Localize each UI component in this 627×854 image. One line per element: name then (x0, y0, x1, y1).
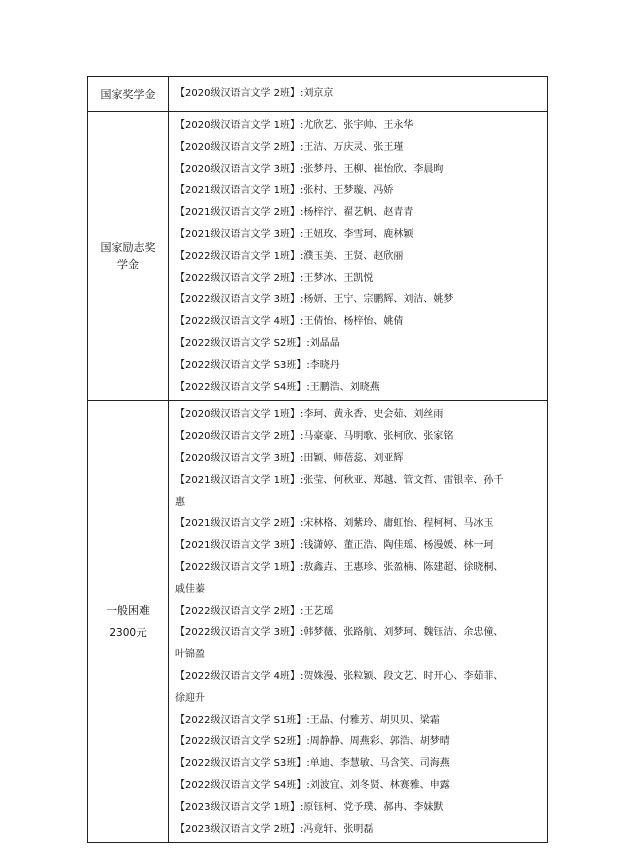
list-item (175, 224, 547, 246)
list-item (175, 666, 547, 688)
class-label: 【2020级汉语言文学 3班】: (175, 452, 304, 464)
class-label: 【2020级汉语言文学 1班】: (175, 409, 304, 421)
category-label: 一般困难 (106, 603, 150, 617)
list-item (175, 289, 547, 311)
list-item (175, 731, 547, 753)
student-names: 韩梦薇、张路航、刘梦珂、魏钰洁、余忠僮、 (303, 627, 504, 639)
class-label: 【2021级汉语言文学 3班】: (175, 228, 304, 240)
student-names: 周静静、周燕彩、郭浩、胡梦晴 (309, 736, 450, 748)
class-label: 【2022级汉语言文学 S1班】: (175, 714, 310, 726)
names-cell (169, 401, 548, 843)
class-label: 【2022级汉语言文学 3班】: (175, 294, 304, 306)
list-item (175, 246, 547, 268)
category-cell (88, 401, 169, 843)
student-names: 钱潇婷、董正浩、陶佳瑶、杨漫媛、林一珂 (303, 540, 494, 552)
list-item (175, 311, 547, 333)
class-label: 【2022级汉语言文学 2班】: (175, 605, 304, 617)
category-label-line2: 学金 (117, 258, 139, 272)
category-cell (88, 112, 169, 401)
class-label: 【2023级汉语言文学 1班】: (175, 801, 304, 813)
class-label: 【2022级汉语言文学 S2班】: (175, 337, 310, 349)
list-item (175, 448, 547, 470)
class-label: 【2020级汉语言文学 3班】: (175, 163, 304, 175)
list-item (175, 535, 547, 557)
student-names-continued: 惠 (175, 496, 185, 508)
class-label: 【2022级汉语言文学 2班】: (175, 272, 304, 284)
list-item (175, 404, 547, 426)
table-row (88, 77, 548, 112)
student-names: 王艺瑶 (303, 605, 334, 617)
class-label: 【2021级汉语言文学 1班】: (175, 474, 304, 486)
student-names: 刘晶晶 (309, 337, 340, 349)
category-label-line1: 国家励志奖 (100, 241, 156, 255)
list-item (175, 115, 547, 137)
student-names: 敖鑫垚、王惠珍、张盈楠、陈建超、徐晓桐、 (303, 561, 504, 573)
student-names: 王倩怡、杨梓怡、姚倩 (303, 316, 404, 328)
student-names: 马豪豪、马明歌、张柯欣、张家铭 (303, 431, 454, 443)
student-names: 宋林格、刘紫玲、庸虹怡、程柯柯、马冰玉 (303, 518, 494, 530)
student-names: 杨梓泞、翟艺帆、赵青青 (303, 207, 414, 219)
class-label: 【2021级汉语言文学 2班】: (175, 518, 304, 530)
list-item (175, 819, 547, 841)
student-names: 杨妍、王宁、宗鹏辉、刘洁、姚梦 (303, 294, 454, 306)
student-names: 李晓丹 (309, 359, 340, 371)
list-item (175, 797, 547, 819)
class-label: 【2022级汉语言文学 3班】: (175, 627, 304, 639)
class-label: 【2022级汉语言文学 4班】: (175, 316, 304, 328)
student-names: 王梦冰、王凯悦 (303, 272, 374, 284)
student-names-continued: 徐迎升 (175, 692, 205, 704)
table-row (88, 401, 548, 843)
list-item (175, 333, 547, 355)
student-names: 贺姝漫、张粒颖、段文艺、时开心、李茹菲、 (303, 670, 504, 682)
class-label: 【2020级汉语言文学 2班】: (175, 431, 304, 443)
list-item (175, 377, 547, 399)
scholarship-table (87, 76, 548, 843)
list-item (175, 775, 547, 797)
class-label: 【2022级汉语言文学 S4班】: (175, 779, 310, 791)
list-item (175, 137, 547, 159)
class-label: 【2020级汉语言文学 1班】: (175, 120, 304, 131)
class-label: 【2022级汉语言文学 S3班】: (175, 359, 310, 371)
student-names: 李珂、黄永香、史会茹、刘丝雨 (303, 409, 444, 421)
amount-label: 2300元 (109, 626, 147, 639)
class-label: 【2021级汉语言文学 2班】: (175, 207, 304, 219)
student-names-continued: 叶锦盈 (175, 649, 205, 661)
class-label: 【2022级汉语言文学 1班】: (175, 250, 304, 262)
list-item (175, 268, 547, 290)
names-cell (169, 112, 548, 401)
student-names: 张莹、何秋亚、郑越、管文哲、雷银幸、孙千 (303, 474, 504, 486)
student-names: 王洁、万庆灵、张王瑾 (303, 141, 404, 153)
class-label: 【2023级汉语言文学 2班】: (175, 823, 304, 835)
student-names: 王妞玫、李雪珂、鹿林颖 (303, 228, 414, 240)
student-names: 濮玉美、王贤、赵欣丽 (303, 250, 404, 262)
student-names: 刘波宜、刘冬贤、林赛雅、申露 (309, 779, 450, 791)
class-label: 【2020级汉语言文学 2班】: (175, 141, 304, 153)
student-names: 张梦丹、王柳、崔怡欣、李晨昫 (303, 163, 444, 175)
list-item (175, 202, 547, 224)
student-names: 王鹏浩、刘晓燕 (309, 381, 380, 393)
list-item (175, 180, 547, 202)
class-label: 【2022级汉语言文学 S2班】: (175, 736, 310, 748)
list-item (175, 159, 547, 181)
list-item: 【2020级汉语言文学 2班】:刘京京 (175, 88, 334, 100)
list-item (175, 622, 547, 644)
student-names: 尤欣艺、张宇帅、王永华 (303, 120, 414, 131)
class-label: 【2022级汉语言文学 4班】: (175, 670, 304, 682)
list-item (175, 513, 547, 535)
list-item (175, 470, 547, 492)
class-label: 【2022级汉语言文学 S3班】: (175, 758, 310, 770)
category-label: 国家奖学金 (100, 87, 156, 101)
student-names: 张村、王梦璇、冯娇 (303, 185, 394, 197)
class-label: 【2022级汉语言文学 S4班】: (175, 381, 310, 393)
names-cell (169, 77, 548, 112)
category-cell (88, 77, 169, 112)
list-item (175, 710, 547, 732)
list-item (175, 557, 547, 579)
table-row (88, 112, 548, 401)
student-names: 冯竟轩、张明磊 (303, 823, 374, 835)
student-names: 田颖、师蓓蕊、刘亚辉 (303, 452, 404, 464)
student-names: 原钰柯、党予璞、郝冉、李妹默 (303, 801, 444, 813)
student-names: 王晶、付雅芳、胡贝贝、梁霜 (309, 714, 440, 726)
list-item (175, 753, 547, 775)
list-item (175, 601, 547, 623)
list-item (175, 355, 547, 377)
student-names-continued: 戚佳蓁 (175, 583, 205, 595)
class-label: 【2022级汉语言文学 1班】: (175, 561, 304, 573)
list-item (175, 426, 547, 448)
student-names: 单迪、李慧敏、马含笑、司海燕 (309, 758, 450, 770)
class-label: 【2021级汉语言文学 3班】: (175, 540, 304, 552)
class-label: 【2021级汉语言文学 1班】: (175, 185, 304, 197)
